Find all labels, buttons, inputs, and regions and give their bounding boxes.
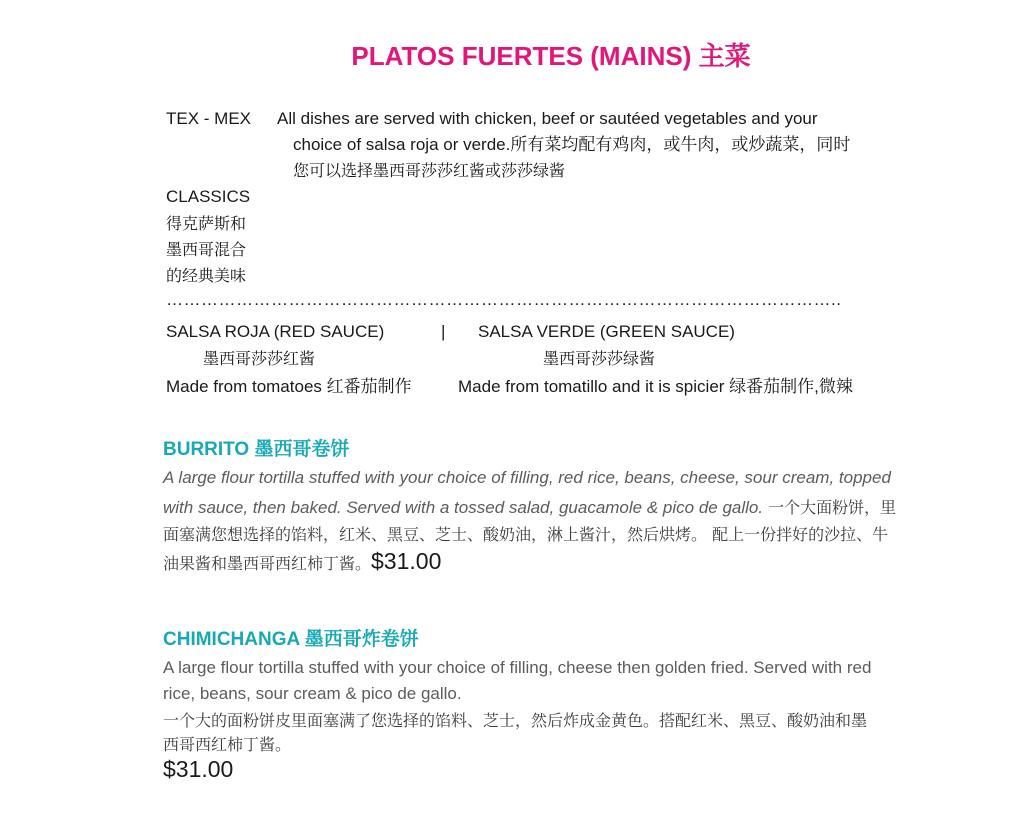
salsa-verde-heading: SALSA VERDE (GREEN SAUCE): [478, 322, 735, 341]
texmex-label: TEX - MEX: [166, 109, 252, 128]
burrito-price: $31.00: [371, 548, 442, 574]
chimichanga-desc-line-2: rice, beans, sour cream & pico de gallo.: [163, 684, 462, 703]
salsa-roja-heading: SALSA ROJA (RED SAUCE): [166, 322, 385, 341]
salsa-verde-desc: Made from tomatillo and it is spicier 绿番茄制作,微辣: [458, 377, 853, 396]
salsa-roja-cjk: 墨西哥莎莎红酱: [203, 349, 316, 368]
salsa-verde-cjk: 墨西哥莎莎绿酱: [543, 349, 656, 368]
chimichanga-title: CHIMICHANGA 墨西哥炸卷饼: [163, 629, 419, 650]
burrito-desc-line-2: [163, 495, 896, 518]
burrito-desc-line-2-cjk: 一个大面粉饼，里: [763, 498, 897, 517]
burrito-line-4: [163, 548, 441, 575]
chimichanga-desc-line-3: 一个大的面粉饼皮里面塞满了您选择的馅料、芝士，然后炸成金黄色。搭配红米、黑豆、酸奶油和墨: [163, 711, 868, 730]
burrito-title: BURRITO 墨西哥卷饼: [163, 439, 350, 460]
salsa-separator: |: [441, 322, 446, 341]
classics-cjk-line-1: 得克萨斯和: [166, 214, 247, 233]
chimichanga-desc-line-1: A large flour tortilla stuffed with your choice of filling, cheese then golden fried. Served with red: [163, 658, 872, 677]
classics-label: CLASSICS: [166, 187, 251, 206]
salsa-roja-desc: Made from tomatoes 红番茄制作: [166, 377, 412, 396]
burrito-desc-line-3: 面塞满您想选择的馅料，红米、黑豆、芝士、酸奶油，淋上酱汁，然后烘烤。 配上一份拌好的沙拉、牛: [163, 525, 889, 544]
dotted-divider: ……………………………………………………………………………………………………..: [166, 290, 842, 309]
burrito-desc-line-4: 油果酱和墨西哥西红柿丁酱。: [163, 554, 372, 573]
texmex-line-1: All dishes are served with chicken, beef or sautéed vegetables and your: [277, 109, 818, 128]
chimichanga-price: $31.00: [163, 756, 234, 782]
page-title: PLATOS FUERTES (MAINS) 主菜: [351, 41, 751, 71]
burrito-desc-line-1: A large flour tortilla stuffed with your choice of filling, red rice, beans, cheese, sour cream, topped: [163, 468, 891, 487]
classics-cjk-line-2: 墨西哥混合: [166, 240, 247, 259]
chimichanga-desc-line-4: 西哥西红柿丁酱。: [163, 735, 292, 754]
classics-cjk-line-3: 的经典美味: [166, 266, 247, 285]
texmex-line-3: 您可以选择墨西哥莎莎红酱或莎莎绿酱: [293, 161, 566, 180]
texmex-line-2: choice of salsa roja or verde.所有菜均配有鸡肉，或牛肉，或炒蔬菜，同时: [293, 135, 851, 154]
burrito-desc-line-2-en: with sauce, then baked. Served with a tossed salad, guacamole & pico de gallo.: [163, 498, 764, 517]
